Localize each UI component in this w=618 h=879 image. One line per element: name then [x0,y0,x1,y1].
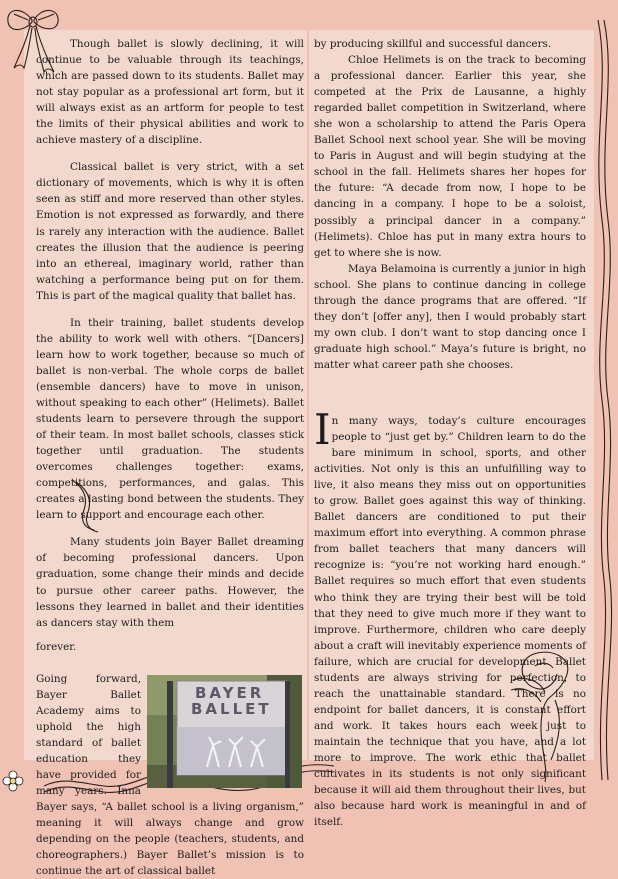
paragraph: Though ballet is slowly declining, it will continue to be valuable through its teachings, which are passed down to its students. Ballet may not stay popular as a professional art form, but it will always exist as an artform for people to test the limits of their physical abilities and work to achieve mastery of a discipline. [36,38,304,147]
sign-title-line1: BAYER [195,683,265,702]
paragraph: by producing skillful and successful dancers. [314,38,552,50]
paragraph: forever. [36,640,77,653]
bayer-ballet-sign-photo [147,675,302,788]
paragraph: Maya Belamoina is currently a junior in high school. She plans to continue dancing in college through the dance programs that are offered. “If they don’t [offer any], then I would probably start my own club. I don’t want to stop dancing once I graduate high school.” Maya’s future is bright, no matter what career path she chooses. [314,262,586,371]
paragraph: Classical ballet is very strict, with a set dictionary of movements, which is why it is often seen as stiff and more reserved than other styles. Emotion is not expressed as forwardly, and there is rarely any interaction with the audience. Ballet creates the illusion that the audience is peering into an ethereal, imaginary world, rather than watching a performance being put on for them. This is part of the magical quality that ballet has. [36,161,304,302]
paragraph: Going forward, Bayer Ballet Academy aims to uphold the high standard of ballet education they have provided for many years. Inna Bayer says, “A ballet school is a living organism,” meaning it will always change and grow depending on the people (teachers, students, and choreographers.) Bayer Ballet’s mission is to continue the art of classical ballet [36,672,304,878]
article-column-left [36,36,304,879]
paragraph: Chloe Helimets is on the track to becoming a professional dancer. Earlier this year, she competed at the Prix de Lausanne, a highly regarded ballet competition in Switzerland, where she won a scholarship to attend the Paris Opera Ballet School next school year. She will be moving to Paris in August and will begin studying at the school in the fall. Helimets shares her hopes for the future: “A decade from now, I hope to be dancing in a company. I hope to be a soloist, possibly a principal dancer in a company.” (Helimets). Chloe has put in many extra hours to get to where she is now. [314,54,586,259]
paragraph [314,404,586,830]
drop-cap: I [314,404,331,454]
paragraph: Many students join Bayer Ballet dreaming of becoming professional dancers. Upon graduation, some change their minds and decide to pursue other career paths. However, the lessons they learned in ballet and their identities as dancers stay with them [36,536,304,629]
paragraph-body: n many ways, today’s culture encourages people to “just get by.” Children learn to do the bare minimum in school, sports, and other activities. Not only is this an unfulfilling way to live, it also means they miss out on opportunities to grow. Ballet goes against this way of thinking. Ballet dancers are conditioned to put their maximum effort into everything. A common phrase from ballet teachers that many dancers will recognize is: “you’re not working hard enough.” Ballet requires so much effort that even students who think they are trying their best will be told that they need to give much more if they want to improve. Furthermore, children who care deeply about a craft will inevitably experience moments of failure, which are crucial for development. Ballet students are always striving for perfection, to reach the unattainable standard. There is no endpoint for ballet dancers, it is constant effort and work. It takes hours each week just to maintain the technique that you have, and a lot more to improve. The work ethic that ballet cultivates in its students is not only significant because it will aid them throughout their lives, but also because hard work is meaningful in and of itself. [314,414,586,829]
ribbon-icon [588,20,618,800]
article-column-right [314,36,586,830]
flower-icon [2,770,24,792]
paragraph: In their training, ballet students develop the ability to work well with others. “[Dancers] learn how to work together, because so much of ballet is non-verbal. The whole corps de ballet (ensemble dancers) have to move in unison, without speaking to each other” (Helimets). Ballet students learn to persevere through the support of their team. In most ballet schools, classes stick together until graduation. The students overcomes challenges together: exams, competitions, performances, and galas. This creates a lasting bond between the students. They learn to support and encourage each other. [36,316,304,522]
sign-title-line2: BALLET [191,699,272,718]
